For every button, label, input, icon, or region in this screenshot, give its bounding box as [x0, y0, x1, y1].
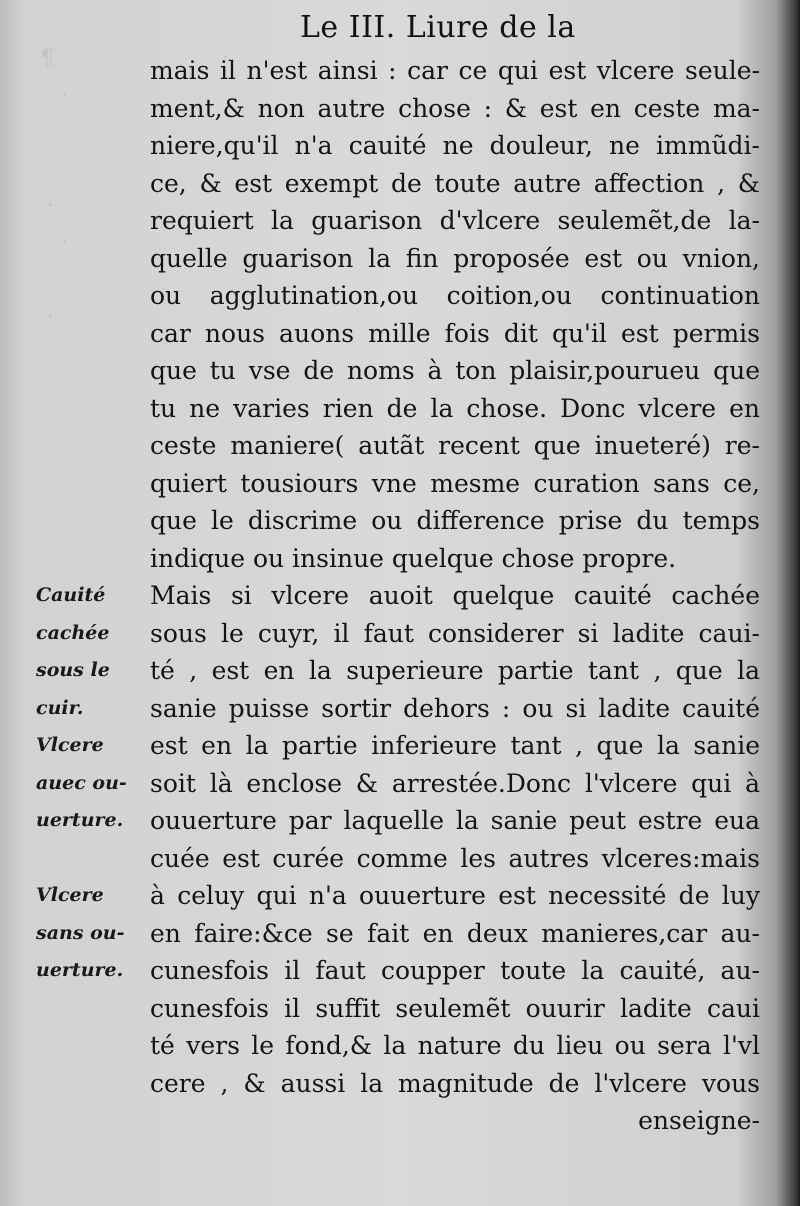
text-line: que le discrime ou difference prise du temps	[150, 506, 760, 535]
text-line: soit là enclose & arrestée.Donc l'vlcere qui à	[150, 768, 760, 798]
text-line: té , est en la superieure partie tant , que la	[150, 656, 760, 685]
text-line: est en la partie inferieure tant , que la sanie	[150, 731, 760, 760]
text-line: mais il n'est ainsi : car ce qui est vlcere seule-	[150, 56, 760, 85]
text-line: sous le cuyr, il faut considerer si ladite caui-	[150, 618, 760, 648]
text-line: car nous auons mille fois dit qu'il est permis	[150, 318, 760, 348]
running-head: Le III. Liure de la	[300, 10, 576, 45]
text-line: requiert la guarison d'vlcere seulemẽt,de la-	[150, 206, 760, 235]
text-line: cere , & aussi la magnitude de l'vlcere vous	[150, 1068, 760, 1098]
margin-note-line: sans ou-	[36, 921, 125, 944]
margin-note-line: Vlcere	[36, 884, 104, 906]
margin-note-line: Cauité	[36, 584, 106, 606]
margin-note-line: cuir.	[36, 696, 84, 719]
marginal-notes	[36, 577, 148, 990]
margin-note-line: cachée	[36, 621, 110, 644]
text-line: en faire:&ce se fait en deux manieres,car au-	[150, 918, 760, 948]
text-line: té vers le fond,& la nature du lieu ou sera l'vl	[150, 1031, 760, 1060]
margin-note-line: auec ou-	[36, 771, 127, 794]
text-line: cunesfois il suffit seulemẽt ouurir ladite caui	[150, 993, 760, 1023]
text-line: niere,qu'il n'a cauité ne douleur, ne immũdi-	[150, 131, 760, 160]
text-line: sanie puisse sortir dehors : ou si ladite cauité	[150, 693, 760, 723]
text-line: ouuerture par laquelle la sanie peut estre eua	[150, 806, 760, 835]
text-line: ceste maniere( autãt recent que inueteré) re-	[150, 431, 760, 460]
margin-note-line: uerture.	[36, 959, 124, 981]
text-line: quelle guarison la fin proposée est ou vnion,	[150, 243, 760, 273]
text-line: ce, & est exempt de toute autre affection , &	[150, 168, 760, 198]
text-line: que tu vse de noms à ton plaisir,pourueu que	[150, 356, 760, 385]
text-line: cunesfois il faut coupper toute la cauité, au-	[150, 956, 760, 985]
text-line: ment,& non autre chose : & est en ceste ma-	[150, 93, 760, 123]
text-line: à celuy qui n'a ouuerture est necessité de luy	[150, 881, 760, 910]
margin-note-line: Vlcere	[36, 734, 104, 756]
text-line: Mais si vlcere auoit quelque cauité cachée	[150, 581, 760, 610]
show-through-bleed: ¶ · · · · ·	[40, 46, 229, 330]
text-line: quiert tousiours vne mesme curation sans ce,	[150, 468, 760, 498]
main-text-block	[150, 52, 760, 1140]
text-line: tu ne varies rien de la chose. Donc vlcere en	[150, 393, 760, 423]
catchword: enseigne-	[638, 1106, 760, 1135]
text-line: ou agglutination,ou coition,ou continuation	[150, 281, 760, 310]
margin-note-line: sous le	[36, 659, 110, 681]
text-line: indique ou insinue quelque chose propre.	[150, 543, 677, 573]
text-line: cuée est curée comme les autres vlceres:mais	[150, 843, 760, 873]
margin-note-line: uerture.	[36, 809, 124, 831]
margin-spacer	[36, 840, 148, 878]
